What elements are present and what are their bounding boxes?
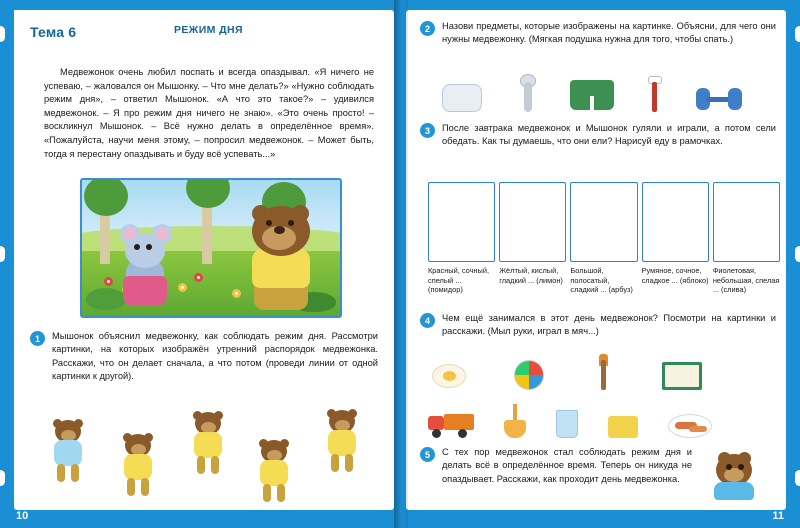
drawing-box-captions [428, 266, 780, 295]
paintbrush-icon [592, 354, 616, 392]
page-number-left: 10 [16, 510, 29, 522]
left-page-content [14, 10, 394, 510]
mouse-character [118, 232, 172, 306]
flower-icon [194, 273, 203, 282]
drawing-box[interactable] [713, 182, 780, 262]
main-illustration [80, 178, 342, 318]
pillow-icon [442, 80, 486, 114]
binding-hole [795, 470, 800, 486]
tree-icon [100, 202, 110, 264]
task-3-text: После завтрака медвежонок и Мышонок гуляли и играли, а потом сели обедать. Как ты думаешь, что они ели? Нарисуй еду в рамочках. [442, 123, 776, 147]
binding-hole [0, 470, 5, 486]
task-4-objects-row-2 [428, 404, 714, 440]
tree-icon [202, 194, 212, 264]
eye-icon [134, 244, 140, 250]
task-5-text: С тех пор медвежонок стал соблюдать режим дня и делать всё в определённое время. Теперь он никуда не опаздывает. Расскажи, как проходит день медвежонка. [442, 447, 692, 484]
page-number-right: 11 [772, 510, 784, 522]
section-label: РЕЖИМ ДНЯ [174, 24, 243, 36]
drawing-box[interactable] [428, 182, 495, 262]
box-caption: Румяное, сочное, сладкое ... (яблоко) [641, 266, 709, 285]
mouse-head [125, 234, 165, 268]
task-4-objects-row-1 [432, 354, 704, 392]
right-page-content [406, 10, 786, 510]
flower-icon [178, 283, 187, 292]
task-2-text: Назови предметы, которые изображены на картинке. Объясни, для чего они нужны медвежонку. (Мягкая подушка нужна для того, чтобы спать.) [442, 21, 776, 45]
toothbrush-icon [642, 76, 670, 114]
binding-hole [795, 26, 800, 42]
dumbbell-icon [696, 88, 744, 114]
task-5 [420, 446, 692, 486]
shorts-icon [570, 80, 616, 114]
task-1-text: Мышонок объяснил медвежонку, как соблюдать режим дня. Рассмотри картинки, на которых изображён утренний распорядок медвежонка. Расскажи, что он делает сначала, а что потом (проведи линии от одной картинки к другой). [52, 331, 378, 382]
story-text: Медвежонок очень любил поспать и всегда опаздывал. «Я ничего не успеваю, – жаловался он Мышонку. – Что мне делать?» «Нужно соблюдать режим дня», – ответил Мышонок. «А что это такое?» – удивился медвежонок. – Я про режим дня ничего не знаю». «Это очень просто! – воскликнул Мышонок. – Всё нужно делать в определённое время». «Пожалуйста, научи меня этому, – попросил медвежонок. – Может быть, тогда я перестану опаздывать и буду всё успевать...» [44, 67, 374, 159]
task-5-number: 5 [420, 447, 435, 462]
drawing-box[interactable] [499, 182, 566, 262]
task-3-number: 3 [420, 123, 435, 138]
drawing-box[interactable] [642, 182, 709, 262]
task-2-objects [442, 74, 744, 114]
glass-of-water-icon [556, 410, 580, 440]
binding-hole [0, 26, 5, 42]
box-caption: Красный, сочный, спелый ... (помидор) [428, 266, 490, 295]
spoon-icon [512, 74, 544, 114]
eye-icon [146, 244, 152, 250]
page-title: Тема 6 [30, 24, 77, 40]
plate-of-food-icon [668, 414, 714, 440]
binding-hole [0, 246, 5, 262]
right-page [400, 0, 800, 528]
box-caption: Большой, полосатый, сладкий ... (арбуз) [570, 266, 633, 295]
shovel-icon [504, 404, 528, 440]
binding-hole [795, 246, 800, 262]
topic-header [14, 10, 154, 54]
routine-image-dressing[interactable] [254, 440, 294, 502]
bear-nose [274, 226, 285, 234]
book-icon [662, 362, 704, 392]
butter-icon [608, 416, 640, 440]
task-4-text: Чем ещё занимался в этот день медвежонок? Посмотри на картинки и расскажи. (Мыл руки, играл в мяч...) [442, 313, 776, 337]
drawing-box[interactable] [570, 182, 637, 262]
routine-image-exercise[interactable] [118, 434, 158, 496]
task-2 [420, 20, 776, 47]
task-4-number: 4 [420, 313, 435, 328]
eye-icon [266, 220, 272, 226]
flower-icon [232, 289, 241, 298]
box-caption: Фиолетовая, небольшая, спелая ... (слива) [712, 266, 780, 295]
bear-illustration-small [708, 452, 760, 500]
routine-image-breakfast[interactable] [322, 410, 362, 472]
flower-icon [104, 277, 113, 286]
ball-icon [514, 360, 546, 392]
task-3 [420, 122, 776, 149]
task-1 [30, 330, 378, 384]
drawing-boxes[interactable] [428, 182, 780, 262]
task-2-number: 2 [420, 21, 435, 36]
routine-image-washing[interactable] [188, 412, 228, 474]
routine-image-sleeping[interactable] [48, 420, 88, 482]
soap-icon [432, 364, 468, 392]
task-1-number: 1 [30, 331, 45, 346]
daily-routine-sequence[interactable] [40, 398, 384, 498]
eye-icon [288, 220, 294, 226]
bear-character [244, 206, 318, 310]
truck-icon [428, 412, 476, 440]
mouse-dress [123, 276, 167, 306]
task-4 [420, 312, 776, 339]
box-caption: Жёлтый, кислый, гладкий ... (лимон) [499, 266, 563, 285]
